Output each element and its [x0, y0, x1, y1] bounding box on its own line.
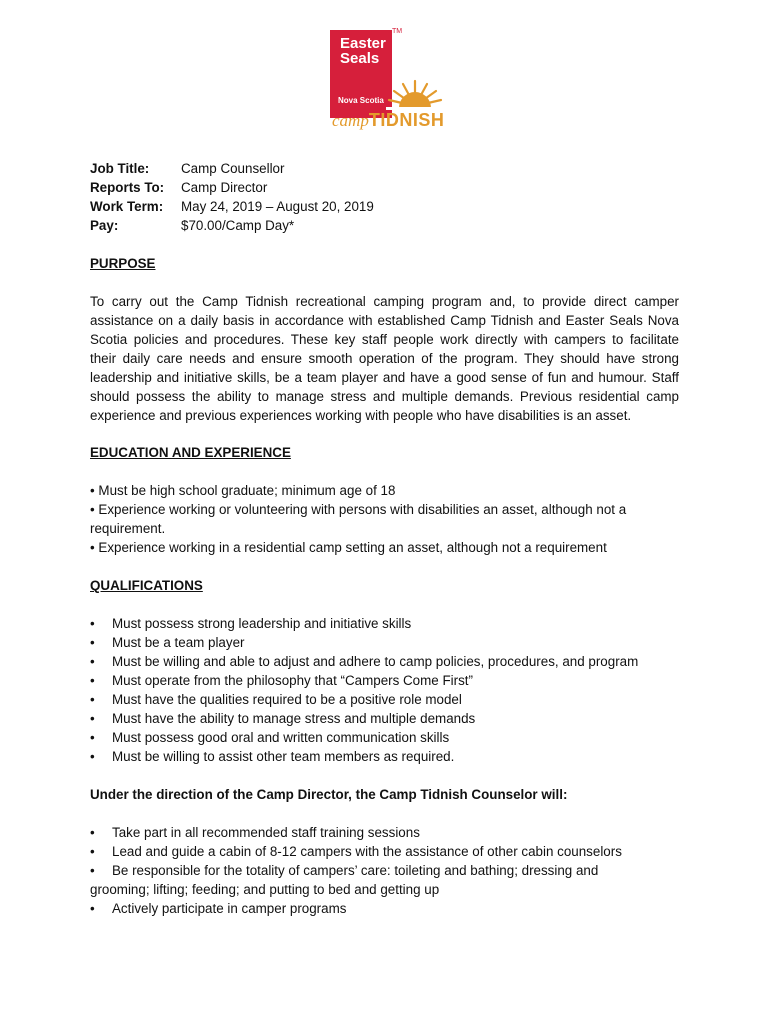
- bullet: •: [90, 825, 95, 840]
- camp-name-tidnish: TIDNISH: [368, 110, 445, 130]
- qualification-text: Must be willing and able to adjust and adhere to camp policies, procedures, and program: [112, 654, 639, 669]
- job-title-label: Job Title:: [90, 161, 150, 176]
- qualification-text: Must possess strong leadership and initiative skills: [112, 616, 412, 631]
- easter-seals-badge: [330, 30, 392, 118]
- bullet: •: [90, 654, 95, 669]
- bullet: •: [90, 692, 95, 707]
- bullet: •: [90, 616, 95, 631]
- qualification-text: Must have the qualities required to be a positive role model: [112, 692, 462, 707]
- reports-to-label: Reports To:: [90, 180, 165, 195]
- bullet: •: [90, 844, 95, 859]
- bullet: •: [90, 711, 95, 726]
- purpose-heading: PURPOSE: [90, 256, 156, 271]
- job-title-value: Camp Counsellor: [181, 161, 285, 176]
- education-item: • Must be high school graduate; minimum age of 18: [90, 483, 396, 498]
- qualification-text: Must operate from the philosophy that “Campers Come First”: [112, 673, 473, 688]
- education-item-continued: requirement.: [90, 521, 166, 536]
- work-term-label: Work Term:: [90, 199, 164, 214]
- trademark-mark: TM: [392, 28, 403, 35]
- bullet: •: [90, 863, 95, 878]
- brand-line-1: Easter: [340, 35, 386, 52]
- sun-icon: [386, 78, 444, 110]
- brand-line-2: Seals: [340, 50, 380, 67]
- qualification-text: Must possess good oral and written communication skills: [112, 730, 450, 745]
- bullet: •: [90, 635, 95, 650]
- pay-label: Pay:: [90, 218, 119, 233]
- work-term-value: May 24, 2019 – August 20, 2019: [181, 199, 374, 214]
- bullet: •: [90, 749, 95, 764]
- camp-word: camp: [332, 111, 369, 130]
- qualification-text: Must be willing to assist other team members as required.: [112, 749, 455, 764]
- duty-text: Take part in all recommended staff training sessions: [112, 825, 420, 840]
- camp-name: [332, 110, 444, 131]
- reports-to-value: Camp Director: [181, 180, 268, 195]
- purpose-line: should possess the ability to manage stress and multiple demands. Previous residential camp: [90, 389, 679, 404]
- purpose-paragraph: [90, 292, 679, 425]
- bullet: •: [90, 673, 95, 688]
- brand-name: [340, 36, 386, 66]
- duty-text-continued: grooming; lifting; feeding; and putting to bed and getting up: [90, 882, 440, 897]
- bullet: •: [90, 730, 95, 745]
- qualifications-heading: QUALIFICATIONS: [90, 578, 203, 593]
- purpose-line: Scotia policies and procedures. These key staff people work directly with campers to facilitate: [90, 332, 679, 347]
- bullet: •: [90, 901, 95, 916]
- purpose-line: their daily care needs and ensure smooth operation of the program. They should have strong: [90, 351, 679, 366]
- qualification-text: Must have the ability to manage stress and multiple demands: [112, 711, 476, 726]
- education-heading: EDUCATION AND EXPERIENCE: [90, 445, 291, 460]
- duties-intro: Under the direction of the Camp Director, the Camp Tidnish Counselor will:: [90, 787, 568, 802]
- purpose-line: leadership and initiative skills, be a team player and have a good sense of fun and humour. Staff: [90, 370, 679, 385]
- duty-text: Be responsible for the totality of campers’ care: toileting and bathing; dressing and: [112, 863, 599, 878]
- education-item: • Experience working in a residential camp setting an asset, although not a requirement: [90, 540, 607, 555]
- purpose-line: assistance on a daily basis in accordance with established Camp Tidnish and Easter Seals Nova: [90, 313, 679, 328]
- qualification-text: Must be a team player: [112, 635, 245, 650]
- duty-text: Actively participate in camper programs: [112, 901, 347, 916]
- duty-text: Lead and guide a cabin of 8-12 campers with the assistance of other cabin counselors: [112, 844, 622, 859]
- region-label: Nova Scotia: [338, 96, 384, 105]
- pay-value: $70.00/Camp Day*: [181, 218, 295, 233]
- easter-seals-camp-tidnish-logo: [326, 28, 448, 132]
- purpose-line: To carry out the Camp Tidnish recreational camping program and, to provide direct camper: [90, 294, 679, 309]
- education-item: • Experience working or volunteering with persons with disabilities an asset, although not a: [90, 502, 627, 517]
- purpose-line: experience and previous experiences working with people who have disabilities is an asset.: [90, 408, 632, 423]
